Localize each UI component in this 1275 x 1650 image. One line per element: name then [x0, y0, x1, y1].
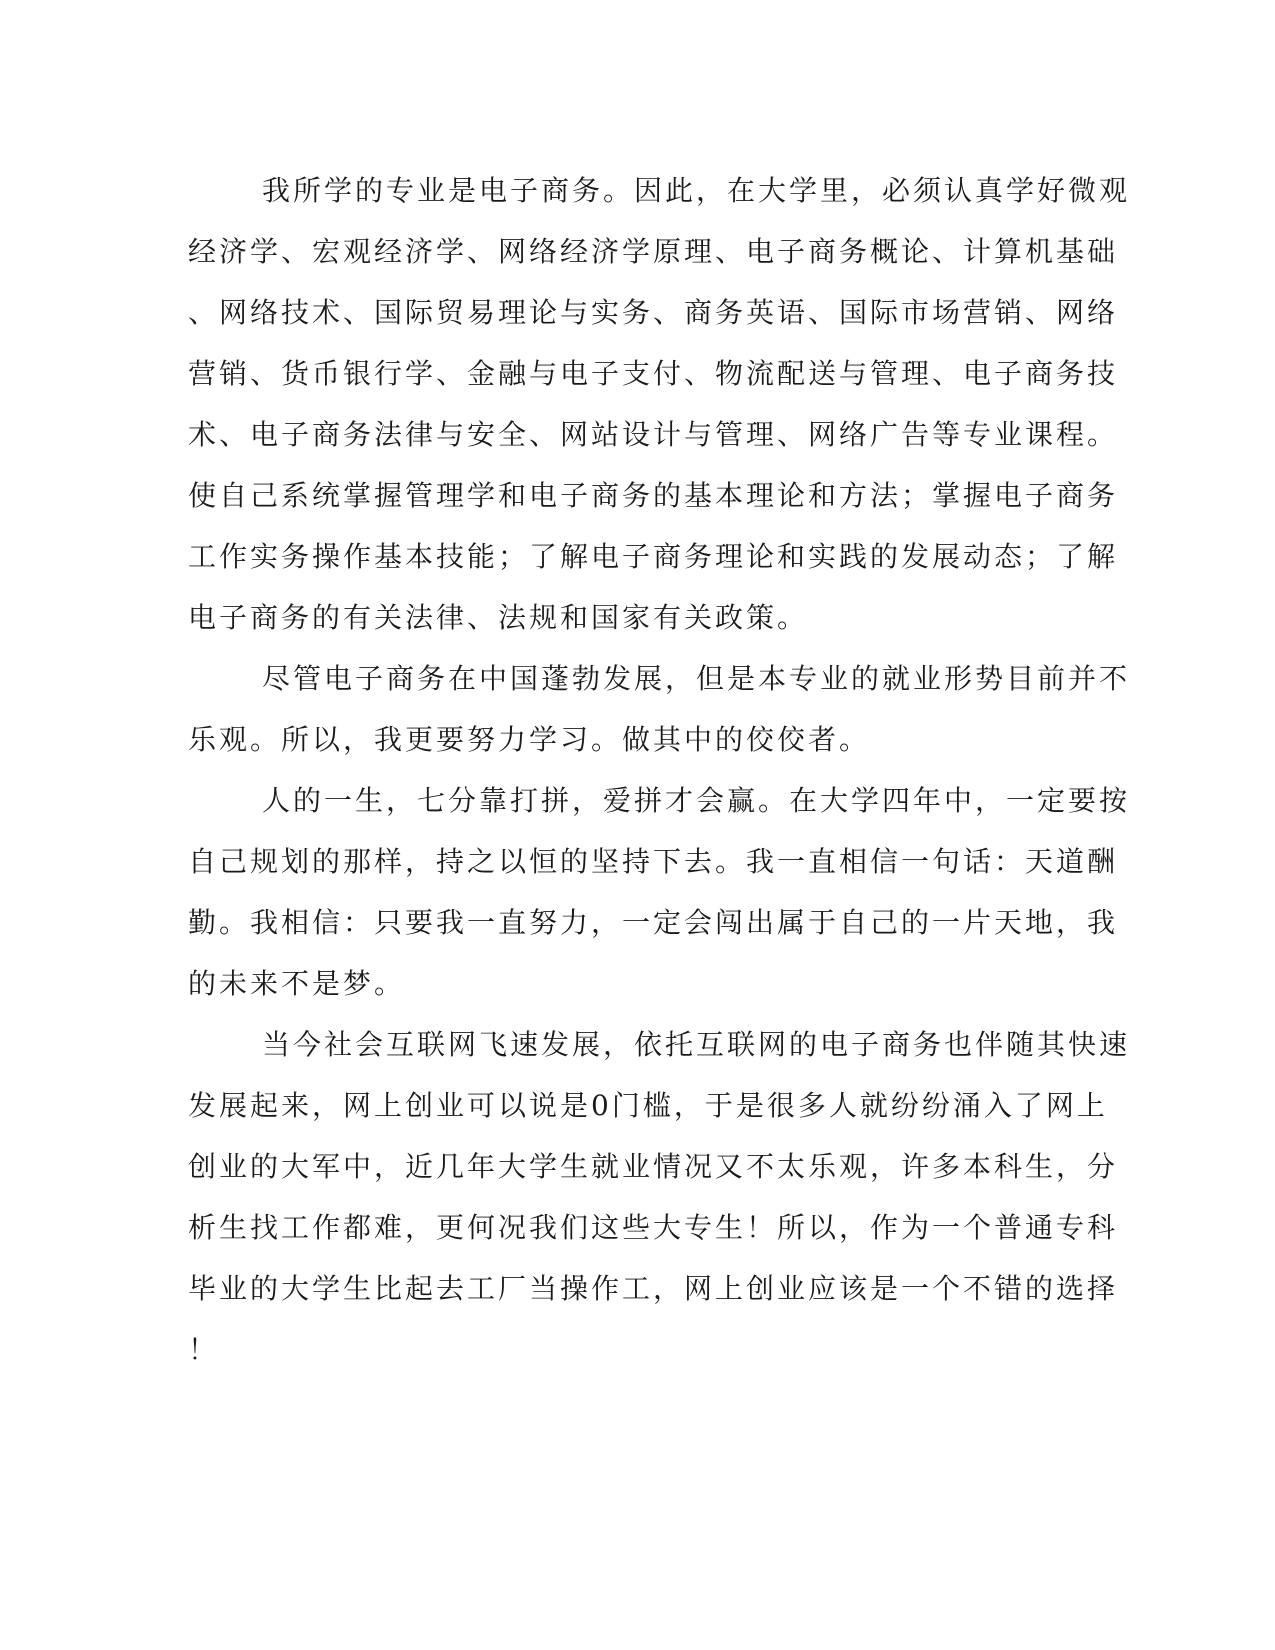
text-line: 尽管电子商务在中国蓬勃发展，但是本专业的就业形势目前并不 — [262, 662, 1131, 695]
text-line: 、网络技术、国际贸易理论与实务、商务英语、国际市场营销、网络 — [188, 296, 1119, 329]
paragraph-4 — [188, 1014, 1131, 1380]
text-line: 自己规划的那样，持之以恒的坚持下去。我一直相信一句话：天道酬 — [188, 845, 1119, 878]
text-line: 毕业的大学生比起去工厂当操作工，网上创业应该是一个不错的选择 — [188, 1272, 1119, 1305]
text-line: 经济学、宏观经济学、网络经济学原理、电子商务概论、计算机基础 — [188, 235, 1119, 268]
text-line: 发展起来，网上创业可以说是0门槛，于是很多人就纷纷涌入了网上 — [188, 1089, 1108, 1122]
text-line: ！ — [188, 1333, 220, 1366]
text-line: 创业的大军中，近几年大学生就业情况又不太乐观，许多本科生，分 — [188, 1150, 1119, 1183]
text-line: 乐观。所以，我更要努力学习。做其中的佼佼者。 — [188, 723, 871, 756]
text-line: 营销、货币银行学、金融与电子支付、物流配送与管理、电子商务技 — [188, 357, 1119, 390]
text-line: 勤。我相信：只要我一直努力，一定会闯出属于自己的一片天地，我 — [188, 906, 1119, 939]
paragraph-1 — [188, 160, 1131, 648]
text-line: 析生找工作都难，更何况我们这些大专生！所以，作为一个普通专科 — [188, 1211, 1119, 1244]
text-line: 我所学的专业是电子商务。因此，在大学里，必须认真学好微观 — [262, 174, 1131, 207]
text-line: 工作实务操作基本技能；了解电子商务理论和实践的发展动态；了解 — [188, 540, 1119, 573]
text-line: 使自己系统掌握管理学和电子商务的基本理论和方法；掌握电子商务 — [188, 479, 1119, 512]
text-line: 当今社会互联网飞速发展，依托互联网的电子商务也伴随其快速 — [262, 1028, 1131, 1061]
paragraph-2 — [188, 648, 1131, 770]
text-line: 电子商务的有关法律、法规和国家有关政策。 — [188, 601, 809, 634]
document-body — [188, 160, 1131, 1380]
text-line: 人的一生，七分靠打拼，爱拼才会赢。在大学四年中，一定要按 — [262, 784, 1131, 817]
text-line: 术、电子商务法律与安全、网站设计与管理、网络广告等专业课程。 — [188, 418, 1119, 451]
text-line: 的未来不是梦。 — [188, 967, 406, 1000]
paragraph-3 — [188, 770, 1131, 1014]
